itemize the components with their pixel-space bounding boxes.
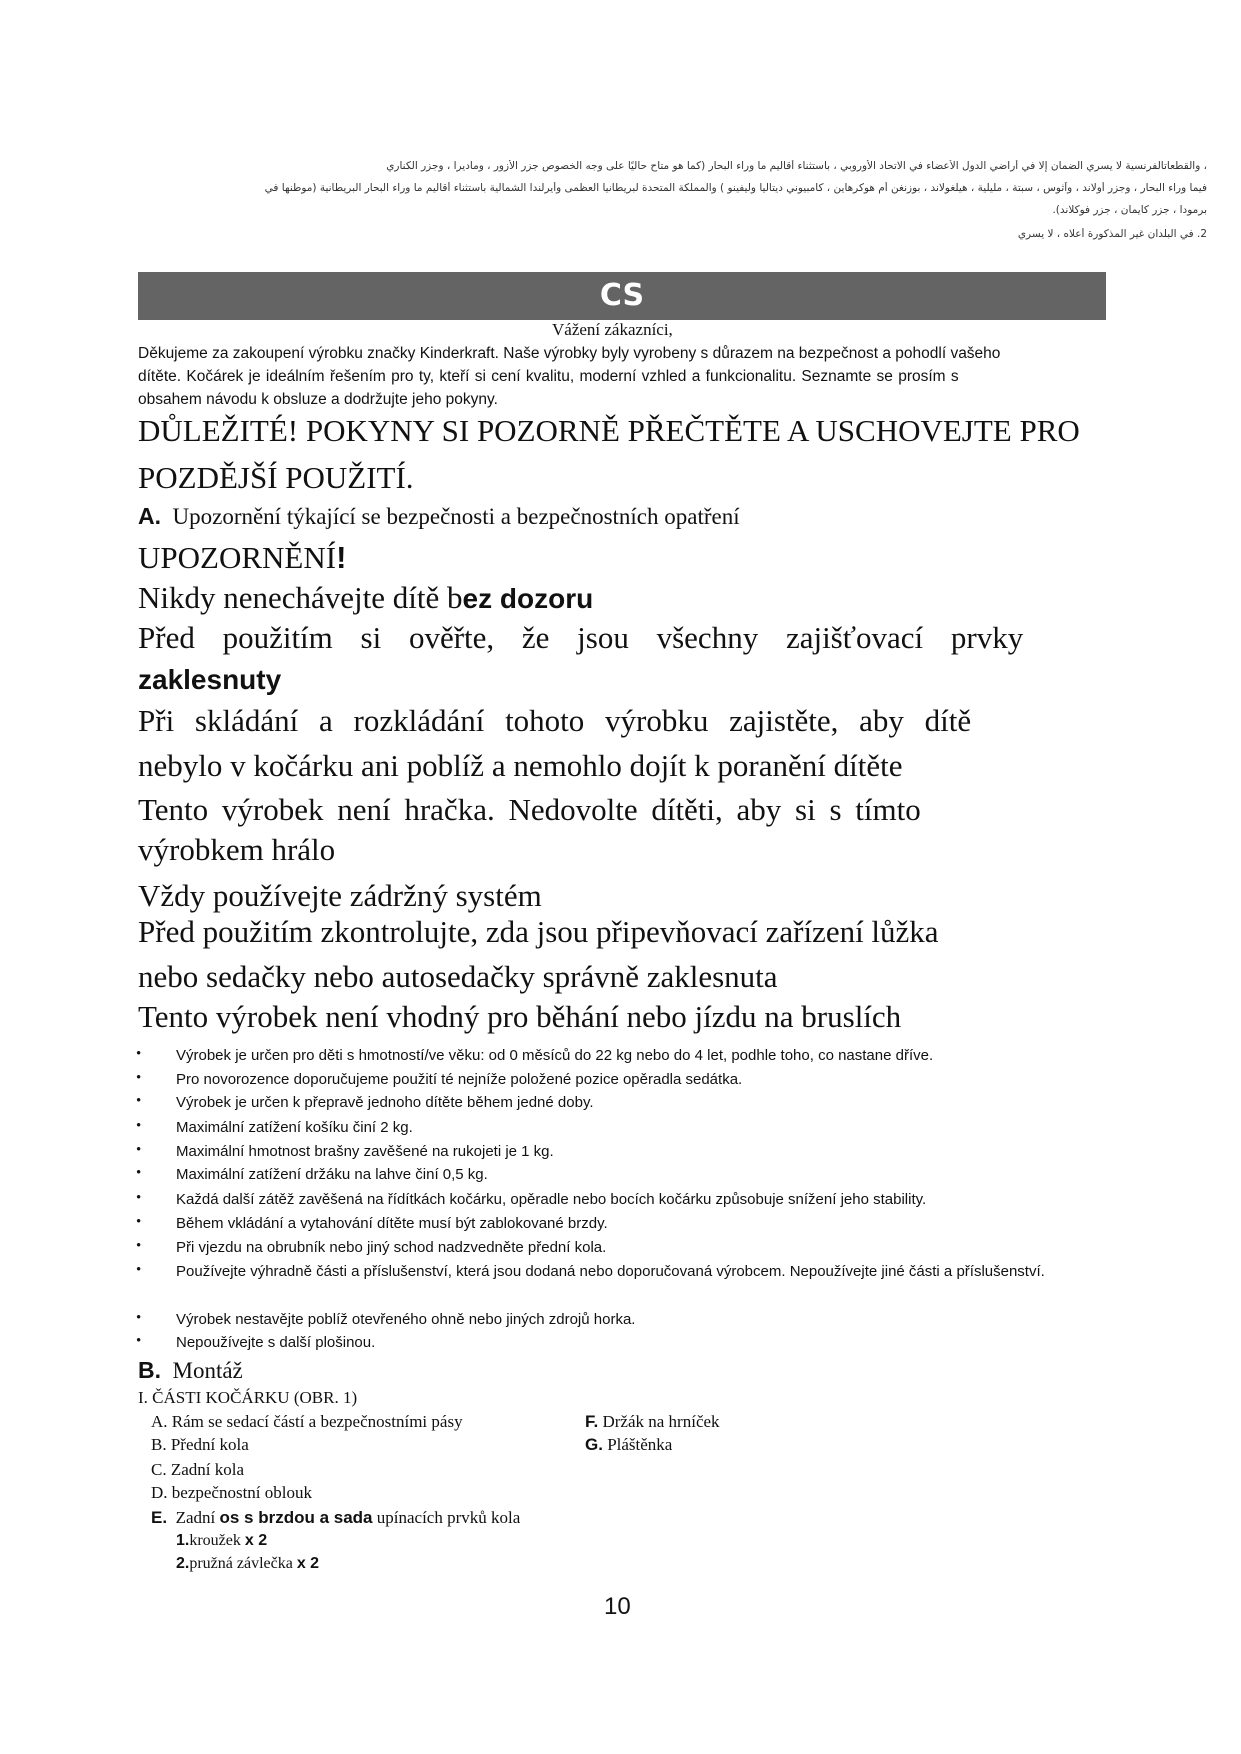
language-code-bar: CS: [138, 272, 1106, 320]
list-item: Při vjezdu na obrubník nebo jiný schod nadzvedněte přední kola.: [176, 1239, 607, 1256]
warning-3-line-1: Při skládání a rozkládání tohoto výrobku zajistěte, aby dítě: [138, 703, 972, 738]
list-item: Výrobek je určen pro děti s hmotností/ve věku: od 0 měsíců do 22 kg nebo do 4 let, podhle toho, co nastane dříve.: [176, 1047, 934, 1064]
part-b: B. Přední kola: [151, 1435, 249, 1454]
list-item: Maximální zatížení držáku na lahve činí 0,5 kg.: [176, 1166, 488, 1183]
bullet-marker: •: [136, 1214, 142, 1230]
part-e: [151, 1508, 520, 1528]
list-item: Používejte výhradně části a příslušenství, která jsou dodaná nebo doporučovaná výrobcem. Nepoužívejte jiné části a příslušenství.: [176, 1263, 1045, 1280]
bullet-marker: •: [136, 1310, 142, 1326]
section-a-title: Upozornění týkající se bezpečnosti a bezpečnostních opatření: [172, 504, 740, 529]
list-item: Výrobek je určen k přepravě jednoho dítěte během jedné doby.: [176, 1094, 594, 1111]
bullet-marker: •: [136, 1142, 142, 1158]
warning-1-bold: ez dozoru: [462, 583, 594, 614]
warning-1: [138, 580, 593, 616]
bullet-marker: •: [136, 1238, 142, 1254]
warning-heading: [138, 540, 346, 576]
greeting: Vážení zákazníci,: [552, 320, 673, 339]
bullet-marker: •: [136, 1093, 142, 1109]
part-e-item-2-num: 2.: [176, 1555, 190, 1572]
intro-line-2: dítěte. Kočárek je ideálním řešením pro ty, kteří si cení kvalitu, moderní vzhled a funkcionalitu. Seznamte se prosím s: [138, 368, 959, 385]
parts-heading: I. ČÁSTI KOČÁRKU (OBR. 1): [138, 1388, 358, 1407]
part-e-text-1: Zadní: [175, 1508, 220, 1527]
list-item: Během vkládání a vytahování dítěte musí být zablokované brzdy.: [176, 1215, 608, 1232]
part-a: A. Rám se sedací částí a bezpečnostními pásy: [151, 1412, 463, 1431]
part-d: D. bezpečnostní oblouk: [151, 1483, 312, 1502]
warning-5: Vždy používejte zádržný systém: [138, 878, 542, 913]
warning-6-line-1: Před použitím zkontrolujte, zda jsou připevňovací zařízení lůžka: [138, 914, 939, 949]
warning-7: Tento výrobek není vhodný pro běhání nebo jízdu na bruslích: [138, 999, 902, 1034]
bullet-marker: •: [136, 1190, 142, 1206]
bullet-marker: •: [136, 1333, 142, 1349]
part-e-item-2-text: pružná závlečka: [189, 1555, 297, 1572]
intro-line-3: obsahem návodu k obsluze a dodržujte jeho pokyny.: [138, 391, 498, 408]
section-b-heading: [138, 1357, 243, 1384]
part-f-text: Držák na hrníček: [598, 1412, 720, 1431]
part-e-item-1-text: kroužek: [189, 1532, 245, 1549]
important-notice-line-1: DŮLEŽITÉ! POKYNY SI POZORNĚ PŘEČTĚTE A USCHOVEJTE PRO: [138, 413, 1080, 448]
bullet-marker: •: [136, 1262, 142, 1278]
bullet-marker: •: [136, 1046, 142, 1062]
part-e-text-3: upínacích prvků kola: [372, 1508, 521, 1527]
bullet-marker: •: [136, 1070, 142, 1086]
arabic-text-line-1: ، والقطعاتالفرنسية لا يسري الضمان إلا في أراضي الدول الأعضاء في الاتحاد الأوروبي ، باستثناء أقاليم ما وراء البحار (كما هو متاح حاليًا على وجه الخصوص جزر الأزور ، وماديرا ، وجزر الكناري: [386, 160, 1207, 172]
arabic-text-line-4: 2. في البلدان غير المذكورة أعلاه ، لا يسري: [1017, 228, 1207, 240]
warning-heading-text: UPOZORNĚNÍ: [138, 540, 337, 575]
part-g-letter: G.: [585, 1435, 603, 1454]
list-item: Výrobek nestavějte poblíž otevřeného ohně nebo jiných zdrojů horka.: [176, 1311, 636, 1328]
part-f: [585, 1412, 720, 1432]
warning-2: Před použitím si ověřte, že jsou všechny zajišťovací prvky: [138, 620, 1024, 655]
section-b-title: Montáž: [172, 1358, 243, 1383]
part-g-text: Pláštěnka: [602, 1435, 673, 1454]
arabic-text-line-3: برمودا ، جزر كايمان ، جزر فوكلاند).: [1052, 204, 1207, 216]
part-e-item-1-num: 1.: [176, 1532, 190, 1549]
part-g: [585, 1435, 672, 1455]
list-item: Pro novorozence doporučujeme použití té nejníže položené pozice opěradla sedátka.: [176, 1071, 743, 1088]
section-a-heading: [138, 503, 740, 530]
warning-2-bold-text: zaklesnuty: [138, 664, 282, 695]
part-e-letter: E.: [151, 1508, 168, 1527]
part-e-item-2-qty: x 2: [296, 1555, 320, 1572]
warning-2-bold: [138, 664, 281, 697]
important-notice-line-2: POZDĚJŠÍ POUŽITÍ.: [138, 460, 414, 495]
part-e-item-1-qty: x 2: [244, 1532, 268, 1549]
warning-4-line-2: výrobkem hrálo: [138, 832, 336, 867]
list-item: Nepoužívejte s další plošinou.: [176, 1334, 376, 1351]
part-e-text-bold: os s brzdou a sada: [219, 1508, 373, 1527]
part-f-letter: F.: [585, 1412, 599, 1431]
warning-6-line-2: nebo sedačky nebo autosedačky správně zaklesnuta: [138, 959, 778, 994]
part-e-item-2: [176, 1555, 319, 1573]
bullet-marker: •: [136, 1165, 142, 1181]
part-e-item-1: [176, 1532, 267, 1550]
section-a-letter: A.: [138, 503, 161, 529]
warning-1-text: Nikdy nenechávejte dítě b: [138, 580, 463, 615]
warning-3-line-2: nebylo v kočárku ani poblíž a nemohlo dojít k poranění dítěte: [138, 748, 903, 783]
page-number: 10: [604, 1593, 631, 1620]
list-item: Maximální zatížení košíku činí 2 kg.: [176, 1119, 413, 1136]
section-b-letter: B.: [138, 1357, 161, 1383]
warning-excl: !: [336, 540, 347, 575]
warning-4-line-1: Tento výrobek není hračka. Nedovolte dítěti, aby si s tímto: [138, 792, 921, 827]
part-c: C. Zadní kola: [151, 1460, 245, 1479]
list-item: Maximální hmotnost brašny zavěšené na rukojeti je 1 kg.: [176, 1143, 554, 1160]
list-item: Každá další zátěž zavěšená na řídítkách kočárku, opěradle nebo bocích kočárku způsobuje snížení jeho stability.: [176, 1191, 927, 1208]
bullet-marker: •: [136, 1118, 142, 1134]
intro-line-1: Děkujeme za zakoupení výrobku značky Kinderkraft. Naše výrobky byly vyrobeny s důrazem na bezpečnost a pohodlí vašeho: [138, 345, 1001, 362]
arabic-text-line-2: فيما وراء البحار ، وجزر أولاند ، وآثوس ، سبتة ، مليلية ، هيلغولاند ، بوزنغن أم هوكرهاين ، كامبيوني ديتاليا وليفينو ) والمملكة المتحدة لبريطانيا العظمى وأيرلندا الشمالية باستثناء أقاليم ما وراء البحار البريطانية (موطنها في: [264, 182, 1207, 194]
